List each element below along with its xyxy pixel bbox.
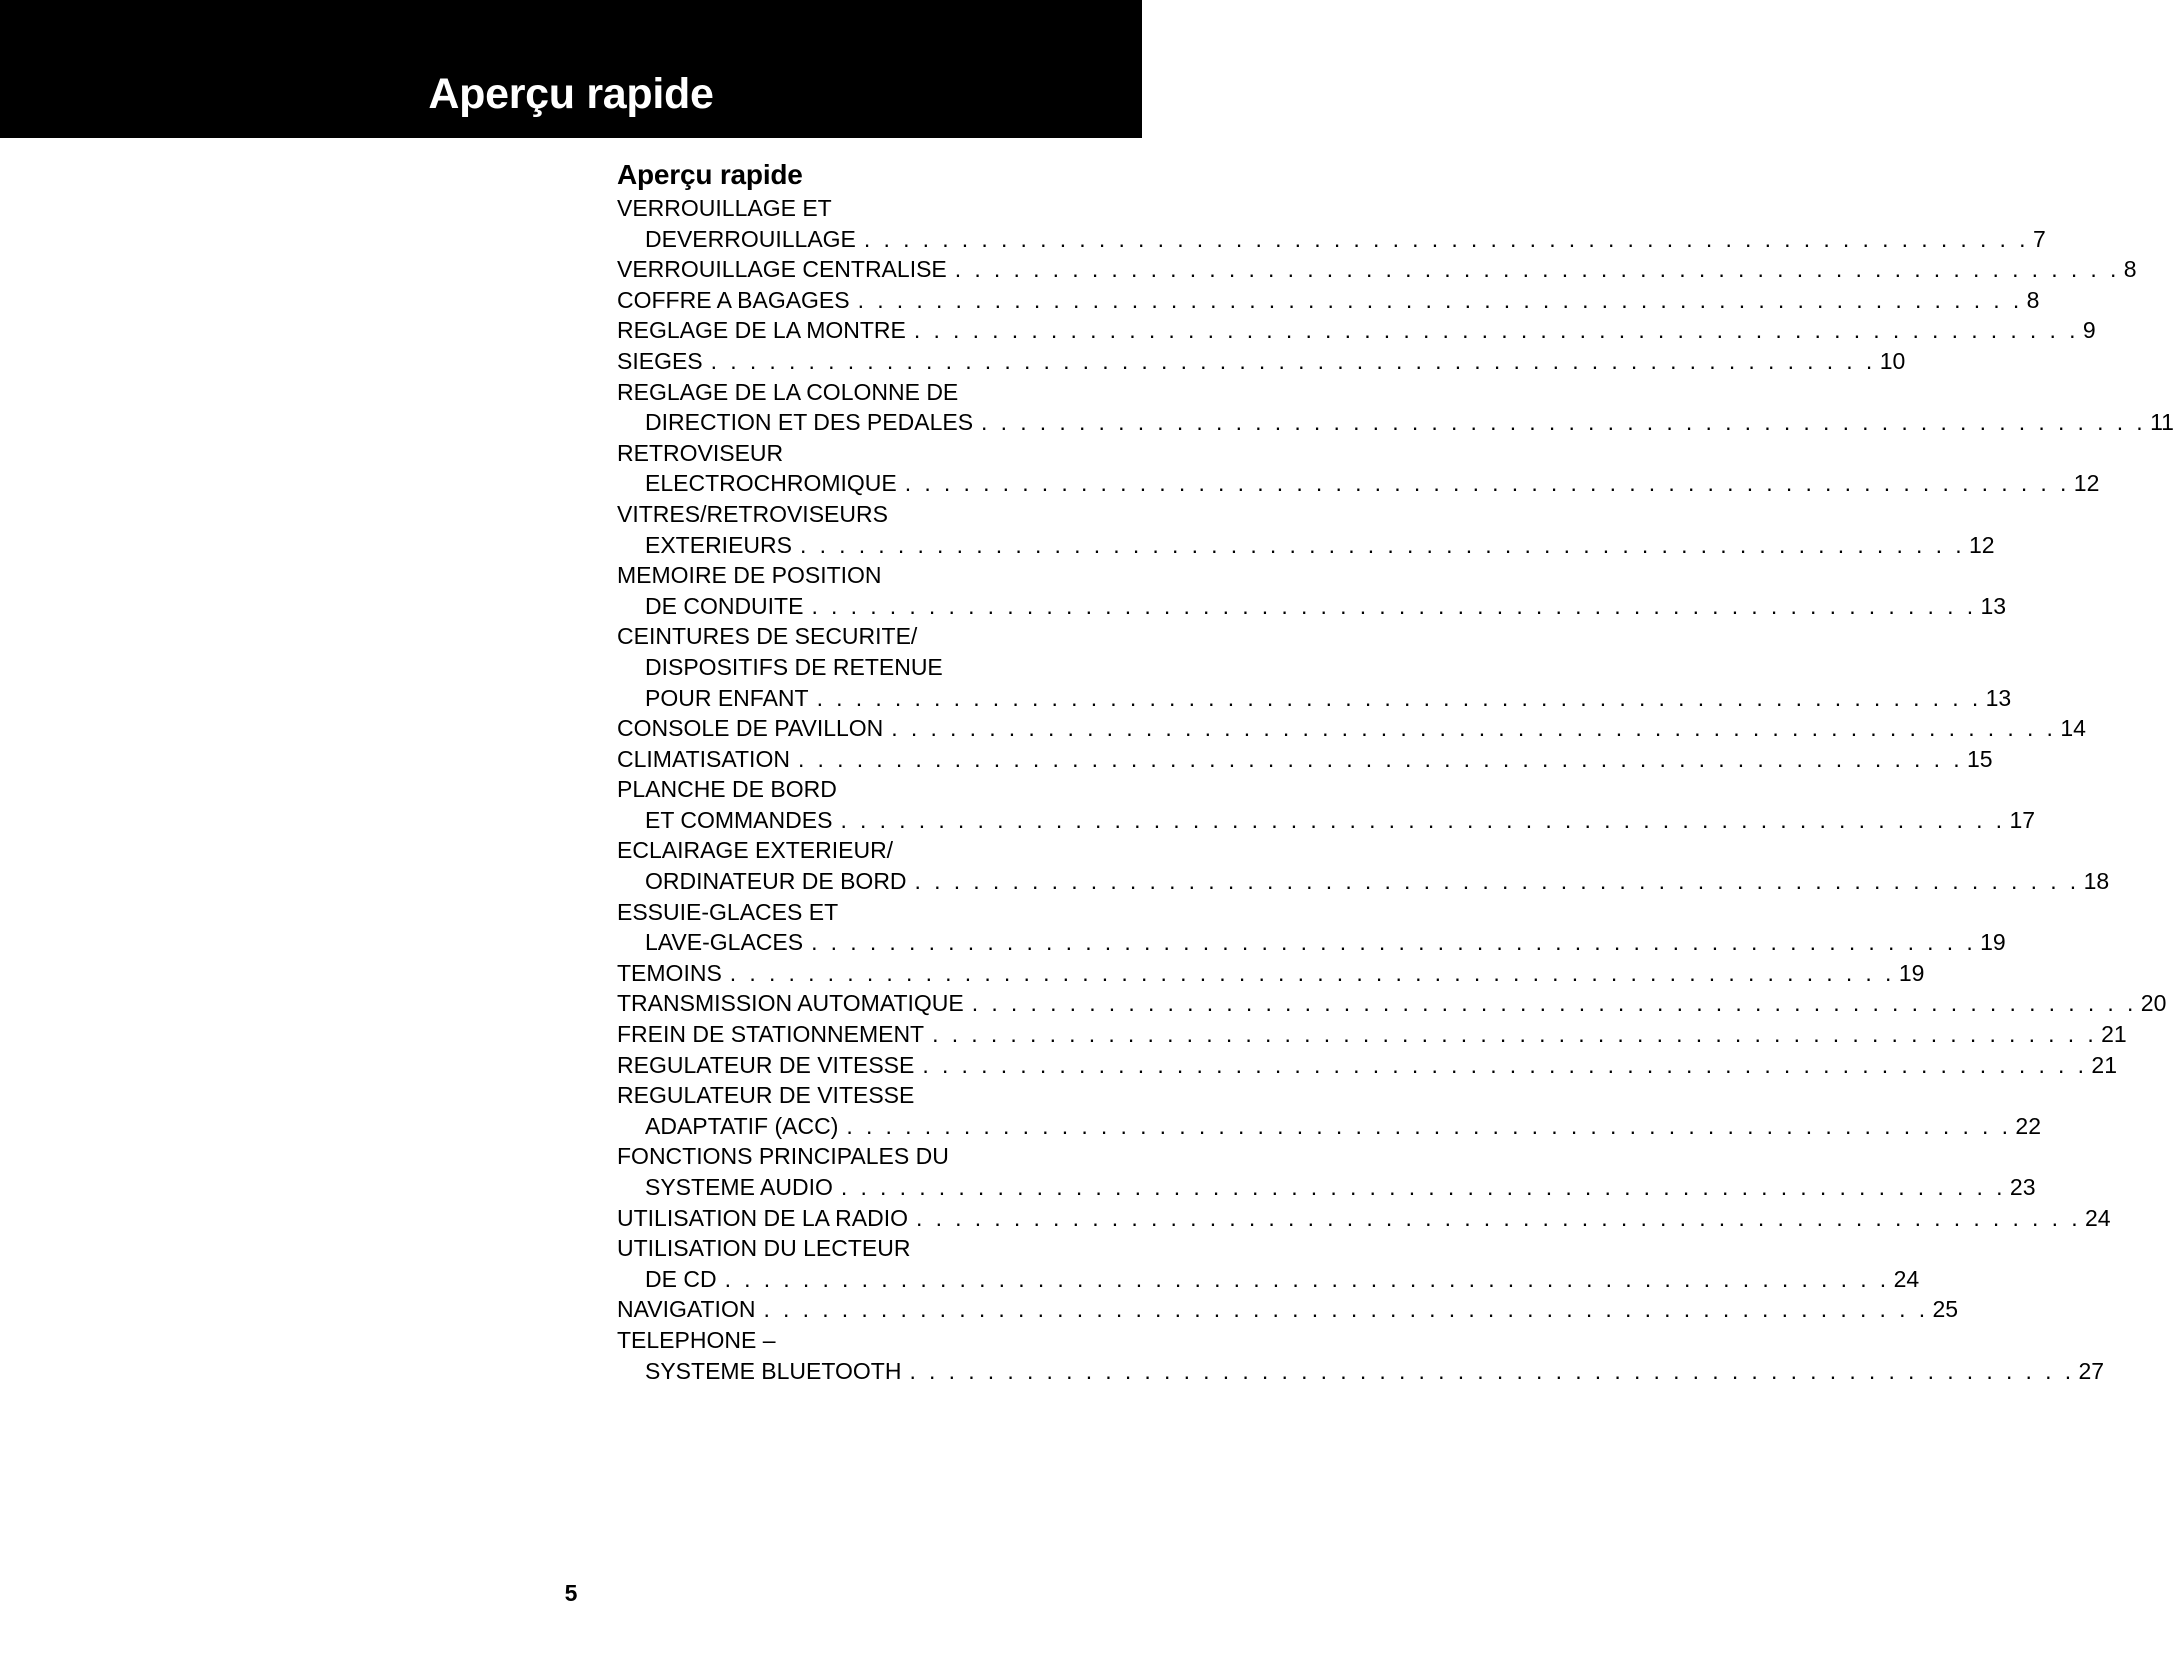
toc-entry-page: 13 xyxy=(1985,684,2012,711)
toc-entry[interactable] xyxy=(617,744,1993,775)
toc-entry-page: 21 xyxy=(2091,1051,2117,1078)
toc-dot-leader: . . . . . . . . . . . . . . . . . . . . . . . . . . . . . . . . . . . . . . . . . . . . . . . . . . . . . . . . . . . . xyxy=(904,470,2070,497)
toc-entry[interactable] xyxy=(617,193,1075,224)
toc-entry-page: 11 xyxy=(2150,409,2174,436)
toc-entry-title: LAVE-GLACES xyxy=(645,929,804,956)
toc-entry-page: 14 xyxy=(2060,715,2086,742)
toc-entry-title: VERROUILLAGE ET xyxy=(617,195,832,221)
toc-entry-title: REGULATEUR DE VITESSE xyxy=(617,1051,915,1078)
toc-entry-page: 27 xyxy=(2078,1357,2105,1384)
toc-dot-leader: . . . . . . . . . . . . . . . . . . . . . . . . . . . . . . . . . . . . . . . . . . . . . . . . . . . . . . . . . . . . xyxy=(932,1021,2098,1048)
toc-entry-page: 12 xyxy=(1969,531,1995,558)
toc-entry-title: ORDINATEUR DE BORD xyxy=(645,868,907,895)
toc-entry-page: 17 xyxy=(2009,806,2036,833)
toc-entry[interactable] xyxy=(617,346,1906,377)
toc-entry-title: ECLAIRAGE EXTERIEUR/ xyxy=(617,837,894,864)
toc-entry[interactable] xyxy=(617,1356,2105,1387)
toc-entry[interactable] xyxy=(617,1325,1075,1356)
toc-entry-title: NAVIGATION xyxy=(617,1296,756,1323)
toc-entry[interactable] xyxy=(617,958,1925,989)
toc-entry[interactable] xyxy=(617,560,1075,591)
toc-entry-title: SIEGES xyxy=(617,347,703,374)
toc-dot-leader: . . . . . . . . . . . . . . . . . . . . . . . . . . . . . . . . . . . . . . . . . . . . . . . . . . . . . . . . . . . . xyxy=(724,1265,1890,1292)
toc-entry-page: 8 xyxy=(2026,286,2040,313)
toc-entry-title: CLIMATISATION xyxy=(617,745,790,772)
toc-entry[interactable] xyxy=(617,224,2046,255)
toc-entry-title: CONSOLE DE PAVILLON xyxy=(617,715,884,742)
toc-entry-title: VITRES/RETROVISEURS xyxy=(617,500,888,527)
toc-entry-title: RETROVISEUR xyxy=(617,439,784,466)
toc-entry[interactable] xyxy=(617,1203,2111,1234)
toc-entry-title: ET COMMANDES xyxy=(645,806,833,833)
toc-entry[interactable] xyxy=(617,438,1075,469)
toc-dot-leader: . . . . . . . . . . . . . . . . . . . . . . . . . . . . . . . . . . . . . . . . . . . . . . . . . . . . . . . . . . . . xyxy=(799,531,1966,558)
toc-entry[interactable] xyxy=(617,805,2036,836)
toc-dot-leader: . . . . . . . . . . . . . . . . . . . . . . . . . . . . . . . . . . . . . . . . . . . . . . . . . . . . . . . . . . . . xyxy=(729,959,1895,986)
toc-entry-title: DE CONDUITE xyxy=(645,592,804,619)
toc-entry-title: POUR ENFANT xyxy=(645,684,809,711)
toc-entry-page: 24 xyxy=(2085,1204,2111,1231)
toc-entry-title: DEVERROUILLAGE xyxy=(645,225,856,252)
toc-entry-page: 9 xyxy=(2082,317,2096,344)
toc-entry-title: REGLAGE DE LA COLONNE DE xyxy=(617,378,959,405)
toc-entry[interactable] xyxy=(617,1111,2041,1142)
toc-entry-page: 10 xyxy=(1879,347,1906,374)
toc-dot-leader: . . . . . . . . . . . . . . . . . . . . . . . . . . . . . . . . . . . . . . . . . . . . . . . . . . . . . . . . . . . . xyxy=(909,1357,2075,1384)
page-title: Aperçu rapide xyxy=(428,70,714,118)
toc-entry[interactable] xyxy=(617,835,1075,866)
header-band xyxy=(0,0,1142,138)
toc-dot-leader: . . . . . . . . . . . . . . . . . . . . . . . . . . . . . . . . . . . . . . . . . . . . . . . . . . . . . . . . . . . . xyxy=(710,347,1876,374)
toc-dot-leader: . . . . . . . . . . . . . . . . . . . . . . . . . . . . . . . . . . . . . . . . . . . . . . . . . . . . . . . . . . . . xyxy=(915,1204,2082,1231)
toc-entry[interactable] xyxy=(617,499,1075,530)
toc-entry-title: EXTERIEURS xyxy=(645,531,792,558)
toc-dot-leader: . . . . . . . . . . . . . . . . . . . . . . . . . . . . . . . . . . . . . . . . . . . . . . . . . . . . . . . . . . . . xyxy=(863,225,2029,252)
toc-entry-title: CEINTURES DE SECURITE/ xyxy=(617,623,918,650)
toc-entry-page: 12 xyxy=(2073,470,2100,497)
toc-dot-leader: . . . . . . . . . . . . . . . . . . . . . . . . . . . . . . . . . . . . . . . . . . . . . . . . . . . . . . . . . . . . xyxy=(913,317,2079,344)
toc-entry-title: DE CD xyxy=(645,1265,717,1292)
toc-entry-title: FREIN DE STATIONNEMENT xyxy=(617,1021,925,1048)
toc-entry-title: ESSUIE-GLACES ET xyxy=(617,898,839,925)
toc-entry-title: MEMOIRE DE POSITION xyxy=(617,562,882,589)
toc-entry-title: VERROUILLAGE CENTRALISE xyxy=(617,256,947,283)
toc-entry[interactable] xyxy=(617,1294,1959,1325)
toc-entry[interactable] xyxy=(617,407,2174,438)
toc-dot-leader: . . . . . . . . . . . . . . . . . . . . . . . . . . . . . . . . . . . . . . . . . . . . . . . . . . . . . . . . . . . . xyxy=(811,592,1977,619)
toc-entry-title: REGULATEUR DE VITESSE xyxy=(617,1082,915,1109)
toc-entry-title: FONCTIONS PRINCIPALES DU xyxy=(617,1143,949,1170)
toc-entry-title: SYSTEME BLUETOOTH xyxy=(645,1357,902,1384)
toc-entry-title: TEMOINS xyxy=(617,959,722,986)
toc-entry-page: 22 xyxy=(2015,1112,2041,1139)
toc-dot-leader: . . . . . . . . . . . . . . . . . . . . . . . . . . . . . . . . . . . . . . . . . . . . . . . . . . . . . . . . . . . . xyxy=(981,409,2147,436)
toc-entry[interactable] xyxy=(617,254,2137,285)
toc-entry-title: ADAPTATIF (ACC) xyxy=(645,1112,839,1139)
toc-entry[interactable] xyxy=(617,713,2086,744)
toc-entry-page: 8 xyxy=(2123,256,2137,283)
toc-entry[interactable] xyxy=(617,866,2110,897)
toc-entry-page: 7 xyxy=(2032,225,2046,252)
toc-entry[interactable] xyxy=(617,652,1075,683)
toc-entry[interactable] xyxy=(617,1233,1075,1264)
toc-dot-leader: . . . . . . . . . . . . . . . . . . . . . . . . . . . . . . . . . . . . . . . . . . . . . . . . . . . . . . . . . . . . xyxy=(763,1296,1929,1323)
toc-dot-leader: . . . . . . . . . . . . . . . . . . . . . . . . . . . . . . . . . . . . . . . . . . . . . . . . . . . . . . . . . . . . xyxy=(797,745,1963,772)
toc-entry-title: SYSTEME AUDIO xyxy=(645,1174,833,1200)
toc-dot-leader: . . . . . . . . . . . . . . . . . . . . . . . . . . . . . . . . . . . . . . . . . . . . . . . . . . . . . . . . . . . . xyxy=(846,1112,2012,1139)
toc-entry-title: DIRECTION ET DES PEDALES xyxy=(645,409,974,436)
toc-entry[interactable] xyxy=(617,1264,1920,1295)
toc-entry-page: 19 xyxy=(1980,929,2006,956)
toc-entry-page: 25 xyxy=(1932,1296,1959,1323)
toc-entry-page: 24 xyxy=(1893,1265,1920,1292)
toc-entry[interactable] xyxy=(617,1019,2127,1050)
toc-entry-page: 13 xyxy=(1980,592,2007,619)
toc-dot-leader: . . . . . . . . . . . . . . . . . . . . . . . . . . . . . . . . . . . . . . . . . . . . . . . . . . . . . . . . . . . . xyxy=(811,929,1977,956)
toc-dot-leader: . . . . . . . . . . . . . . . . . . . . . . . . . . . . . . . . . . . . . . . . . . . . . . . . . . . . . . . . . . . . xyxy=(857,286,2023,313)
toc-list xyxy=(617,193,2174,1386)
toc-entry[interactable] xyxy=(617,897,1075,928)
toc-entry[interactable] xyxy=(617,285,2040,316)
toc-entry-title: ELECTROCHROMIQUE xyxy=(645,470,897,497)
toc-entry-page: 18 xyxy=(2083,868,2110,895)
toc-entry[interactable] xyxy=(617,988,2167,1019)
toc-entry[interactable] xyxy=(617,1080,1075,1111)
toc-entry-title: DISPOSITIFS DE RETENUE xyxy=(645,653,943,680)
toc-entry-page: 15 xyxy=(1966,745,1993,772)
toc-dot-leader: . . . . . . . . . . . . . . . . . . . . . . . . . . . . . . . . . . . . . . . . . . . . . . . . . . . . . . . . . . . . xyxy=(954,256,2120,283)
toc-dot-leader: . . . . . . . . . . . . . . . . . . . . . . . . . . . . . . . . . . . . . . . . . . . . . . . . . . . . . . . . . . . . xyxy=(840,806,2006,833)
toc-entry[interactable] xyxy=(617,468,2100,499)
toc-entry-page: 20 xyxy=(2140,990,2167,1017)
toc-dot-leader: . . . . . . . . . . . . . . . . . . . . . . . . . . . . . . . . . . . . . . . . . . . . . . . . . . . . . . . . . . . . xyxy=(971,990,2137,1017)
toc-entry[interactable] xyxy=(617,621,1075,652)
toc-entry[interactable] xyxy=(617,315,2096,346)
toc-entry-page: 19 xyxy=(1898,959,1925,986)
toc-entry-title: PLANCHE DE BORD xyxy=(617,776,837,803)
toc-dot-leader: . . . . . . . . . . . . . . . . . . . . . . . . . . . . . . . . . . . . . . . . . . . . . . . . . . . . . . . . . . . . xyxy=(922,1051,2088,1078)
toc-entry[interactable] xyxy=(617,683,2012,714)
toc-entry-title: COFFRE A BAGAGES xyxy=(617,286,850,313)
toc-dot-leader: . . . . . . . . . . . . . . . . . . . . . . . . . . . . . . . . . . . . . . . . . . . . . . . . . . . . . . . . . . . . xyxy=(891,715,2057,742)
toc-entry-title: TELEPHONE – xyxy=(617,1326,776,1353)
toc-dot-leader: . . . . . . . . . . . . . . . . . . . . . . . . . . . . . . . . . . . . . . . . . . . . . . . . . . . . . . . . . . . . xyxy=(914,868,2080,895)
toc-entry[interactable] xyxy=(617,530,1995,561)
toc-entry[interactable] xyxy=(617,927,2006,958)
toc-entry-title: UTILISATION DE LA RADIO xyxy=(617,1204,908,1231)
toc-entry-title: REGLAGE DE LA MONTRE xyxy=(617,317,906,344)
toc-entry[interactable] xyxy=(617,377,1075,408)
toc-entry[interactable] xyxy=(617,774,1075,805)
table-of-contents xyxy=(617,157,2174,1386)
page-number: 5 xyxy=(564,1580,578,1606)
toc-heading: Aperçu rapide xyxy=(617,159,803,190)
toc-entry[interactable] xyxy=(617,591,2007,622)
toc-entry[interactable] xyxy=(617,1141,1075,1172)
toc-entry-title: UTILISATION DU LECTEUR xyxy=(617,1235,911,1262)
toc-dot-leader: . . . . . . . . . . . . . . . . . . . . . . . . . . . . . . . . . . . . . . . . . . . . . . . . . . . . . . . . . . . . xyxy=(840,1174,2006,1200)
toc-entry-title: TRANSMISSION AUTOMATIQUE xyxy=(617,990,964,1017)
toc-entry[interactable] xyxy=(617,1050,2117,1081)
toc-entry[interactable] xyxy=(617,1172,2036,1203)
toc-entry-page: 23 xyxy=(2009,1174,2036,1200)
toc-entry-page: 21 xyxy=(2101,1021,2127,1048)
toc-dot-leader: . . . . . . . . . . . . . . . . . . . . . . . . . . . . . . . . . . . . . . . . . . . . . . . . . . . . . . . . . . . . xyxy=(816,684,1982,711)
